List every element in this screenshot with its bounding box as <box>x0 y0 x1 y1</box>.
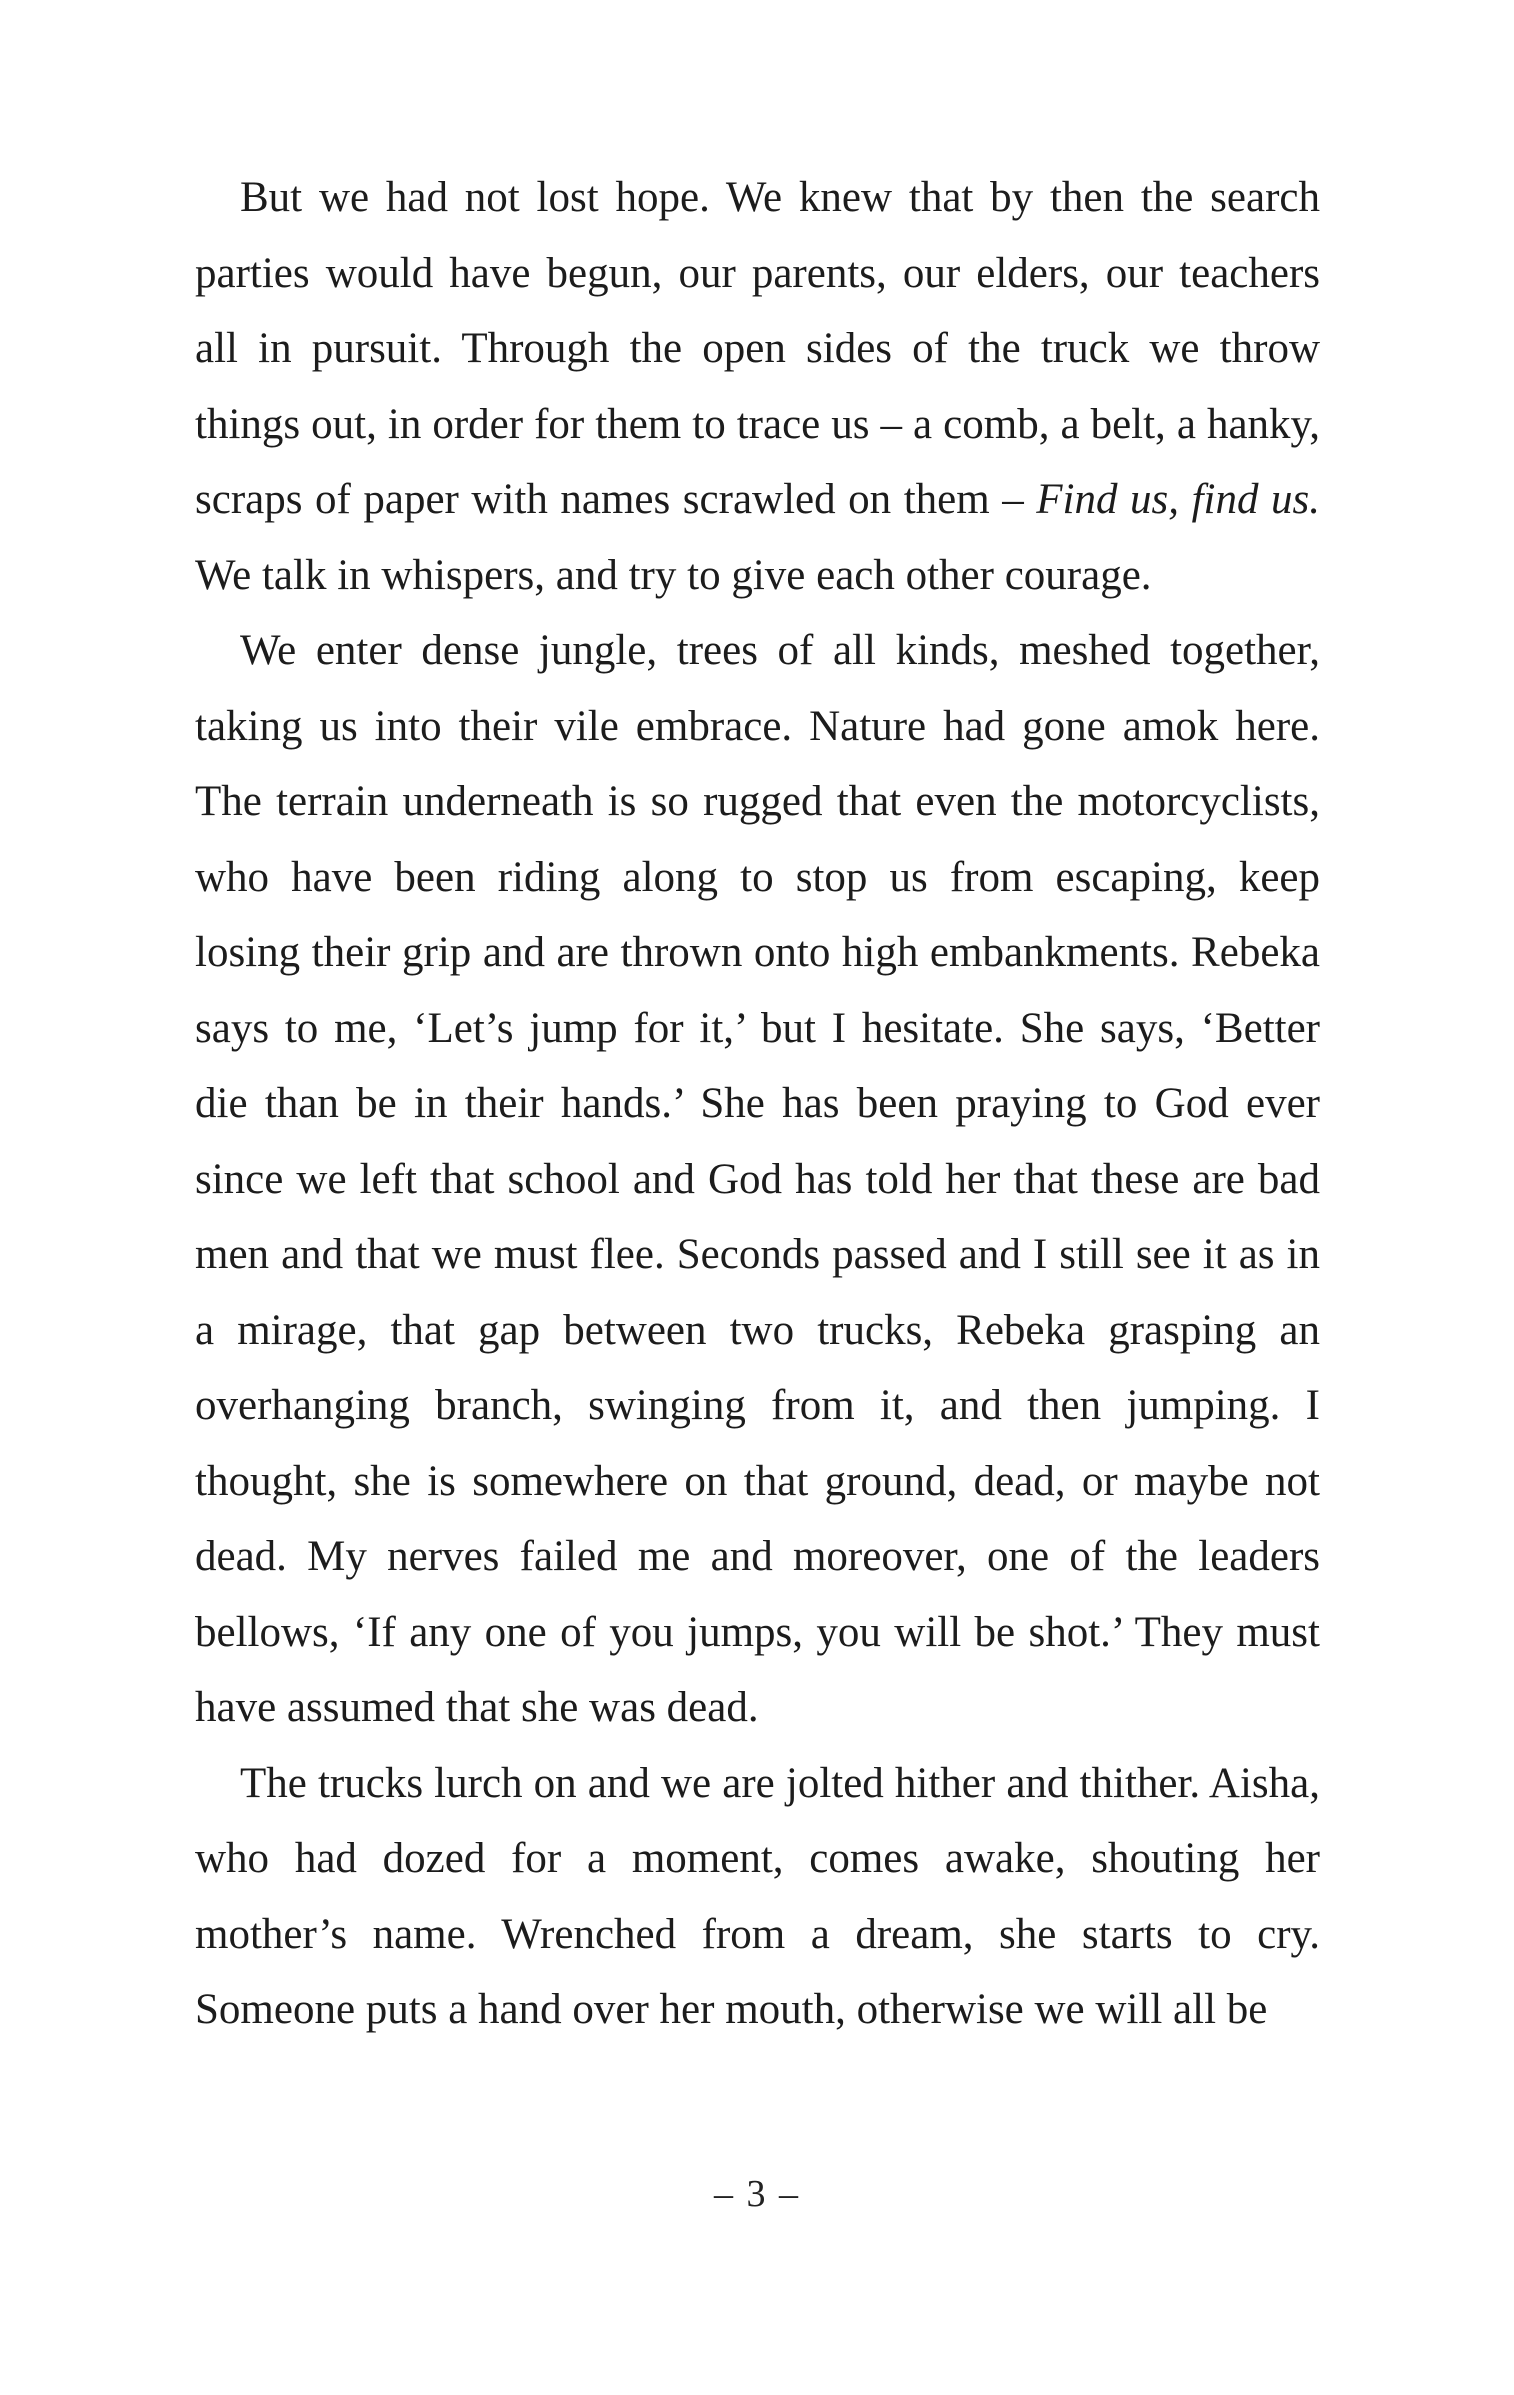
paragraph-3: The trucks lurch on and we are jolted hither and thither. Aisha, who had dozed for a moment, comes awake, shouting her mother’s name. Wrenched from a dream, she starts to cry. Someone puts a hand over her mouth, otherwise we will all be <box>195 1759 1320 2033</box>
page-body <box>195 160 1320 2048</box>
paragraph-1-text: But we had not lost hope. We knew that by then the search parties would have begun, our parents, our elders, our teachers all in pursuit. Through the open sides of the truck we throw things out, in order for them to trace us – a comb, a belt, a hanky, scraps of paper with names scrawled on them – <box>195 174 1320 523</box>
page-number: – 3 – <box>714 2173 800 2215</box>
paragraph-2: We enter dense jungle, trees of all kinds, meshed together, taking us into their vile embrace. Nature had gone amok here. The terrain underneath is so rugged that even the motorcyclists, who have been riding along to stop us from escaping, keep losing their grip and are thrown onto high embankments. Rebeka says to me, ‘Let’s jump for it,’ but I hesitate. She says, ‘Better die than be in their hands.’ She has been praying to God ever since we left that school and God has told her that these are bad men and that we must flee. Seconds passed and I still see it as in a mirage, that gap between two trucks, Rebeka grasping an overhanging branch, swinging from it, and then jumping. I thought, she is somewhere on that ground, dead, or maybe not dead. My nerves failed me and moreover, one of the leaders bellows, ‘If any one of you jumps, you will be shot.’ They must have assumed that she was dead. <box>195 627 1320 1731</box>
paragraph-1 <box>195 160 1320 613</box>
paragraph-1-text-end: We talk in whispers, and try to give each other courage. <box>195 551 1152 599</box>
paragraph-1-italic: Find us, find us. <box>1036 476 1320 523</box>
